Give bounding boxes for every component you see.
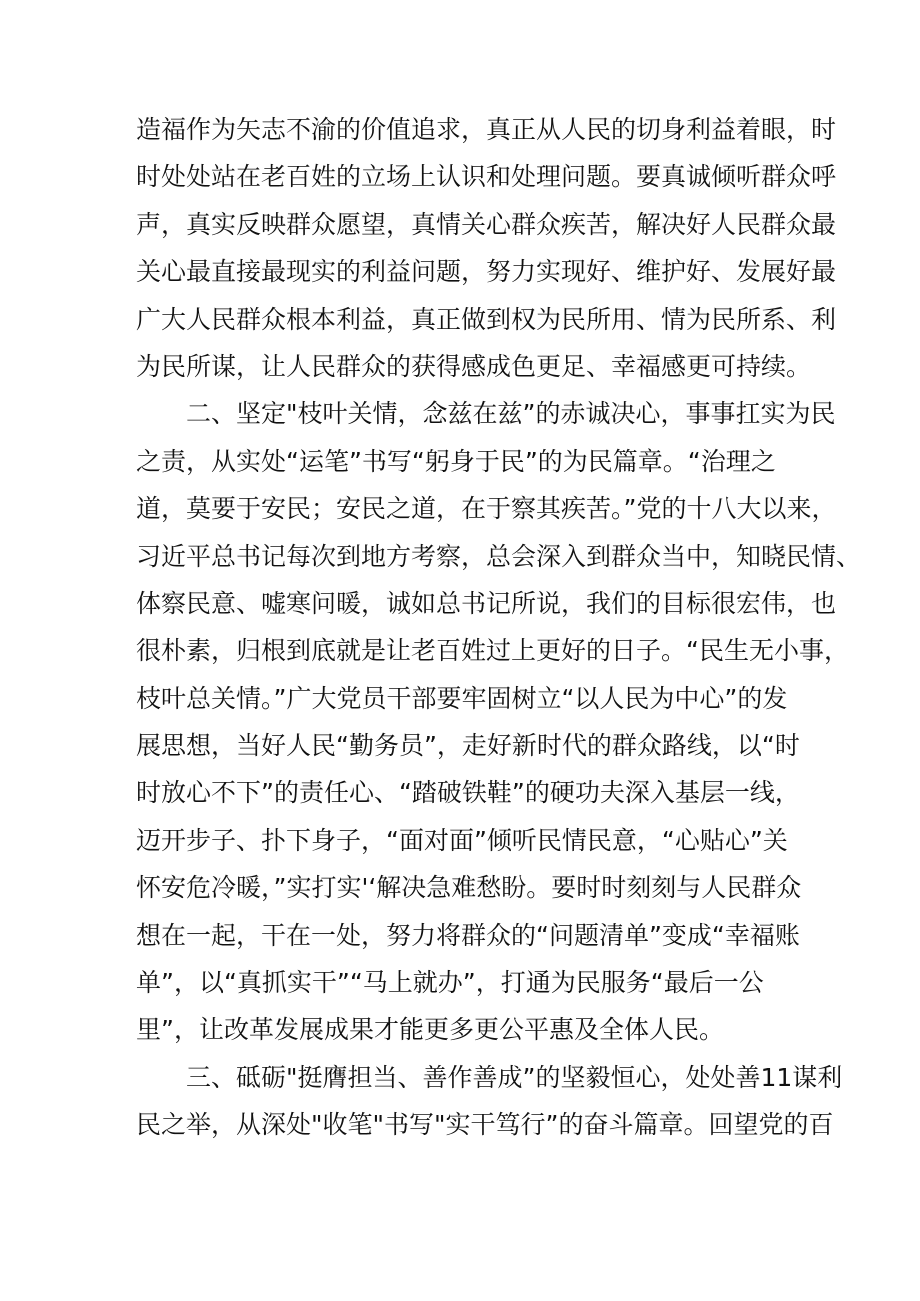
text-line-22: 民之举，从深处"收笔"书写"实干笃行”的奋斗篇章。回望党的百 <box>136 1110 834 1140</box>
text-line-20: 里”，让改革发展成果才能更多更公平惠及全体人民。 <box>136 1015 724 1045</box>
text-line-17: 怀安危冷暖，”实打实'‘解决急难愁盼。要时时刻刻与人民群众 <box>136 873 802 903</box>
text-line-12: 很朴素，归根到底就是让老百姓过上更好的日子。“民生无小事， <box>136 636 849 666</box>
text-line-16: 迈开步子、扑下身子，“面对面”倾听民情民意，“心贴心”关 <box>136 825 788 855</box>
text-line-11: 体察民意、嘘寒问暖，诚如总书记所说，我们的目标很宏伟，也 <box>136 588 837 618</box>
text-line-3: 声，真实反映群众愿望，真情关心群众疾苦，解决好人民群众最 <box>136 209 837 239</box>
text-line-15: 时放心不下”的责任心、“踏破铁鞋”的硬功夫深入基层一线， <box>136 778 800 808</box>
text-line-9: 道，莫要于安民；安民之道，在于察其疾苦。”党的十八大以来， <box>136 494 837 524</box>
text-line-4: 关心最直接最现实的利益问题，努力实现好、维护好、发展好最 <box>136 257 837 287</box>
text-line-10: 习近平总书记每次到地方考察，总会深入到群众当中，知晓民情、 <box>136 541 862 571</box>
text-line-2: 时处处站在老百姓的立场上认识和处理问题。要真诚倾听群众呼 <box>136 162 837 192</box>
paragraph-3-heading-line: 三、砥砺"挺膺担当、善作善成”的坚毅恒心，处处善11谋利 <box>186 1062 843 1092</box>
text-line-13: 枝叶总关情。”广大党员干部要牢固树立“以人民为中心”的发 <box>136 683 788 713</box>
text-line-5: 广大人民群众根本利益，真正做到权为民所用、情为民所系、利 <box>136 304 837 334</box>
text-line-14: 展思想，当好人民“勤务员”，走好新时代的群众路线，以“时 <box>136 731 800 761</box>
text-line-8: 之责，从实处“运笔”书写“躬身于民”的为民篇章。“治理之 <box>136 446 776 476</box>
text-line-19: 单”，以“真抓实干”“马上就办”，打通为民服务“最后一公 <box>136 968 764 998</box>
text-line-6: 为民所谋，让人民群众的获得感成色更足、幸福感更可持续。 <box>136 351 812 381</box>
text-line-18: 想在一起，干在一处，努力将群众的“问题清单”变成“幸福账 <box>136 920 800 950</box>
text-line-1: 造福作为矢志不渝的价值追求，真正从人民的切身利益着眼，时 <box>136 115 837 144</box>
body-text <box>136 106 862 1149</box>
paragraph-2-heading-line: 二、坚定"枝叶关情，念兹在兹”的赤诚决心，事事扛实为民 <box>186 399 836 429</box>
